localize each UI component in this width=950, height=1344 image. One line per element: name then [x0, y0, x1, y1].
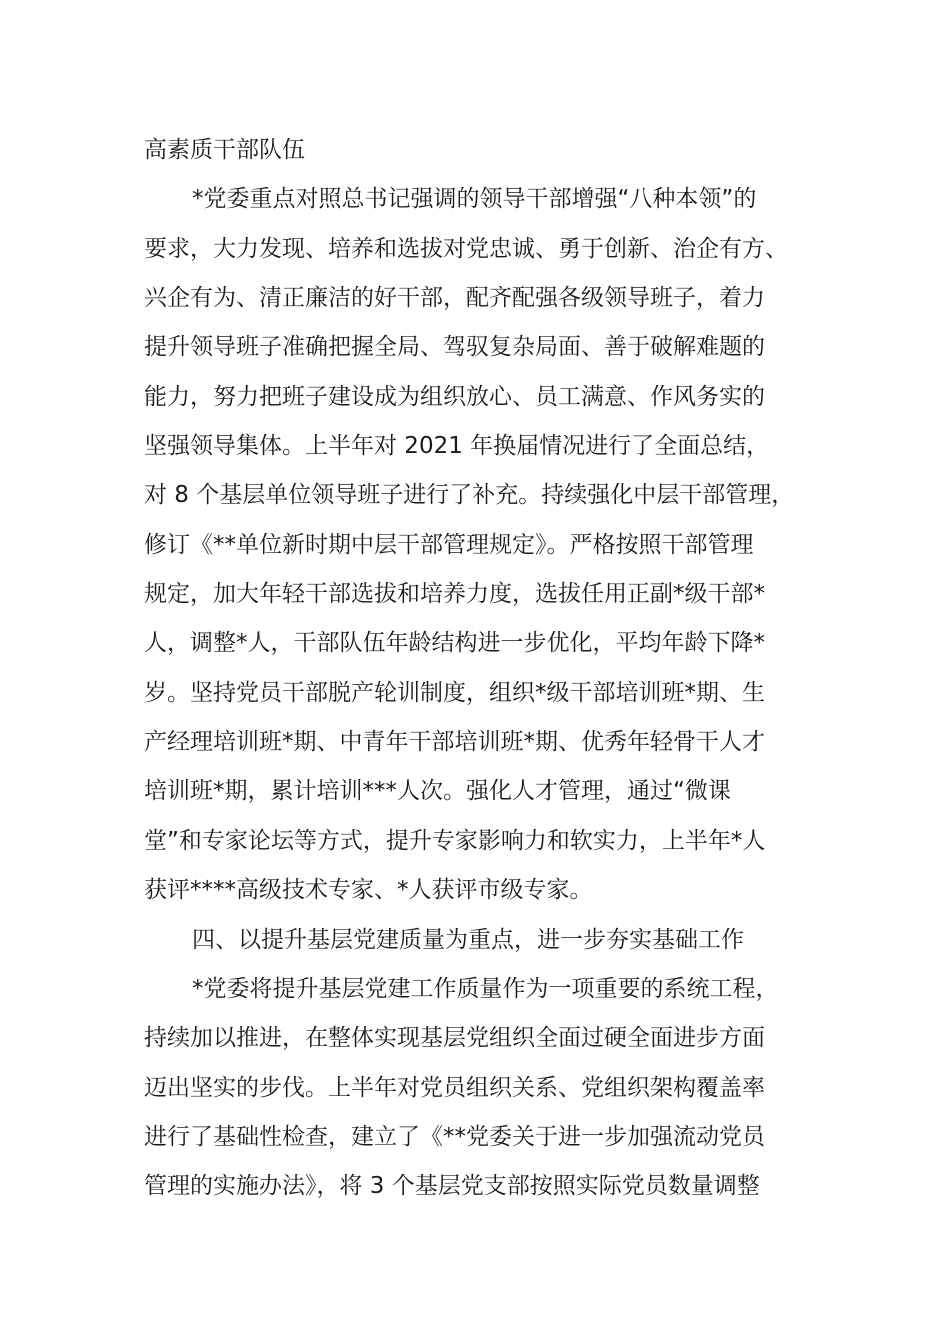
text-line: 对 8 个基层单位领导班子进行了补充。持续强化中层干部管理，: [144, 482, 795, 509]
text-line: 规定，加大年轻干部选拔和培养力度，选拔任用正副*级干部*: [144, 581, 765, 608]
text-line: 坚强领导集体。上半年对 2021 年换届情况进行了全面总结，: [144, 433, 770, 460]
text-line: 能力，努力把班子建设成为组织放心、员工满意、作风务实的: [144, 383, 765, 410]
text-line: *党委将提升基层党建工作质量作为一项重要的系统工程，: [192, 975, 779, 1002]
text-line: 高素质干部队伍: [144, 137, 305, 163]
text-line: 管理的实施办法》，将 3 个基层党支部按照实际党员数量调整: [144, 1173, 760, 1200]
text-line: 进行了基础性检查，建立了《**党委关于进一步加强流动党员: [144, 1123, 765, 1150]
text-line: 堂”和专家论坛等方式，提升专家影响力和软实力，上半年*人: [144, 827, 766, 854]
text-line: 培训班*期，累计培训***人次。强化人才管理，通过“微课: [144, 778, 731, 805]
text-line: 修订《**单位新时期中层干部管理规定》。严格按照干部管理: [144, 531, 754, 558]
text-line: 产经理培训班*期、中青年干部培训班*期、优秀年轻骨干人才: [144, 729, 765, 756]
text-line: 提升领导班子准确把握全局、驾驭复杂局面、善于破解难题的: [144, 334, 765, 361]
text-line: 获评****高级技术专家、*人获评市级专家。: [144, 877, 593, 904]
text-line: 迈出坚实的步伐。上半年对党员组织关系、党组织架构覆盖率: [144, 1074, 765, 1101]
text-line: 持续加以推进，在整体实现基层党组织全面过硬全面进步方面: [144, 1025, 765, 1052]
text-line: *党委重点对照总书记强调的领导干部增强“八种本领”的: [192, 186, 757, 213]
text-line: 四、以提升基层党建质量为重点，进一步夯实基础工作: [192, 926, 744, 953]
document-body: [144, 126, 824, 1212]
text-line: 兴企有为、清正廉洁的好干部，配齐配强各级领导班子，着力: [144, 285, 765, 312]
text-line: 要求，大力发现、培养和选拔对党忠诚、勇于创新、治企有方、: [144, 235, 788, 262]
text-line: 人，调整*人，干部队伍年龄结构进一步优化，平均年龄下降*: [144, 630, 765, 657]
text-line: 岁。坚持党员干部脱产轮训制度，组织*级干部培训班*期、生: [144, 679, 765, 706]
